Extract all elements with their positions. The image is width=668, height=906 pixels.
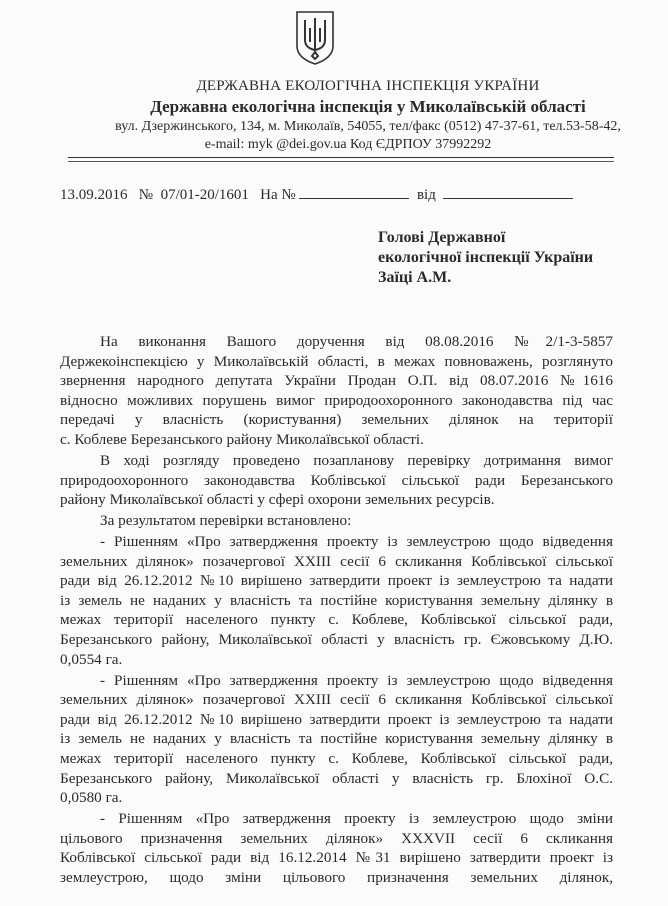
body-line: природоохоронного законодавства Коблівської сільської ради Березанського (60, 471, 613, 489)
body-paragraph (60, 671, 613, 808)
body-line: Березанського району, Миколаївської області у власність гр. Блохіної О.С. (60, 769, 613, 787)
body-line: 0,0580 га. (60, 789, 123, 807)
addressee-line: Заїці А.М. (378, 269, 452, 286)
addressee-line: Голові Державної (378, 229, 506, 246)
incoming-date-blank (443, 186, 573, 199)
reference-line (60, 186, 573, 204)
body-line: відносно можливих порушень вимог природоохоронного законодавства під час (60, 391, 613, 409)
incoming-number-blank (299, 186, 409, 199)
body-line: земельних ділянок» позачергової XXIII сесії 6 скликання Коблівської сільської (60, 552, 613, 570)
body-paragraph (60, 809, 613, 887)
regional-office-name: Державна екологічна інспекція у Миколаївській області (150, 97, 586, 116)
body-line: цільового призначення земельних ділянок» XXXVII сесії 6 скликання (60, 829, 613, 847)
body-line: землеустрою, щодо зміни цільового призначення земельних ділянок, (60, 868, 613, 886)
body-line: межах території населеного пункту с. Коблеве, Коблівської сільської ради, (60, 750, 613, 768)
letter-date: 13.09.2016 (60, 187, 128, 203)
addressee-block (378, 228, 593, 288)
body-line: Березанського району, Миколаївської області у власність гр. Єжовському Д.Ю. (60, 631, 613, 649)
body-line: із земель не наданих у власність та постійне користування земельну ділянку в (60, 730, 613, 748)
body-line: - Рішенням «Про затвердження проекту із землеустрою щодо відведення (100, 533, 613, 551)
body-paragraph (60, 451, 613, 510)
body-line: ради від 26.12.2012 №10 вирішено затвердити проект із землеустрою та надати (60, 572, 613, 590)
body-line: звернення народного депутата України Продан О.П. від 08.07.2016 №1616 (60, 372, 613, 390)
body-paragraph (60, 511, 613, 531)
body-line: - Рішенням «Про затвердження проекту із землеустрою щодо зміни (100, 810, 613, 828)
trident-emblem-icon (293, 8, 337, 66)
header-divider (68, 157, 614, 162)
letter-body (60, 332, 613, 889)
office-contacts: e-mail: myk @dei.gov.ua Код ЄДРПОУ 37992292 (204, 137, 492, 152)
body-line: району Миколаївської області у сфері охорони земельних ресурсів. (60, 491, 495, 509)
body-line: земельних ділянок» позачергової XXIII сесії 6 скликання Коблівської сільської (60, 691, 613, 709)
addressee-line: екологічної інспекції України (378, 249, 594, 266)
body-line: передачі у власність (користування) земельних ділянок на території (60, 411, 613, 429)
letter-number: 07/01-20/1601 (160, 187, 249, 203)
body-paragraph (60, 332, 613, 450)
body-line: 0,0554 га. (60, 650, 123, 668)
body-line: Держекоінспекцією у Миколаївській області, в межах повноважень, розглянуто (60, 352, 613, 370)
incoming-number-label: На № (260, 187, 296, 203)
number-label: № (138, 187, 154, 203)
body-line: За результатом перевірки встановлено: (100, 512, 352, 530)
office-address: вул. Дзержинського, 134, м. Миколаїв, 54055, тел/факс (0512) 47-37-61, тел.53-58-42, (115, 119, 621, 134)
body-line: На виконання Вашого доручення від 08.08.2016 №2/1-3-5857 (100, 333, 613, 350)
body-line: с. Коблеве Березанського району Миколаївської області. (60, 430, 424, 448)
body-line: - Рішенням «Про затвердження проекту із землеустрою щодо відведення (100, 671, 613, 689)
body-line: Коблівської сільської ради від 16.12.2014 №31 вирішено затвердити проект із (60, 849, 613, 867)
incoming-date-label: від (416, 187, 436, 203)
body-paragraph (60, 532, 613, 669)
body-line: із земель не наданих у власність та постійне користування земельну ділянку в (60, 591, 613, 609)
body-line: ради від 26.12.2012 №10 вирішено затвердити проект із землеустрою та надати (60, 710, 613, 728)
agency-name: ДЕРЖАВНА ЕКОЛОГІЧНА ІНСПЕКЦІЯ УКРАЇНИ (196, 78, 540, 94)
body-line: межах території населеного пункту с. Коблеве, Коблівської сільської ради, (60, 611, 613, 629)
body-line: В ході розгляду проведено позапланову перевірку дотримання вимог (100, 451, 613, 469)
